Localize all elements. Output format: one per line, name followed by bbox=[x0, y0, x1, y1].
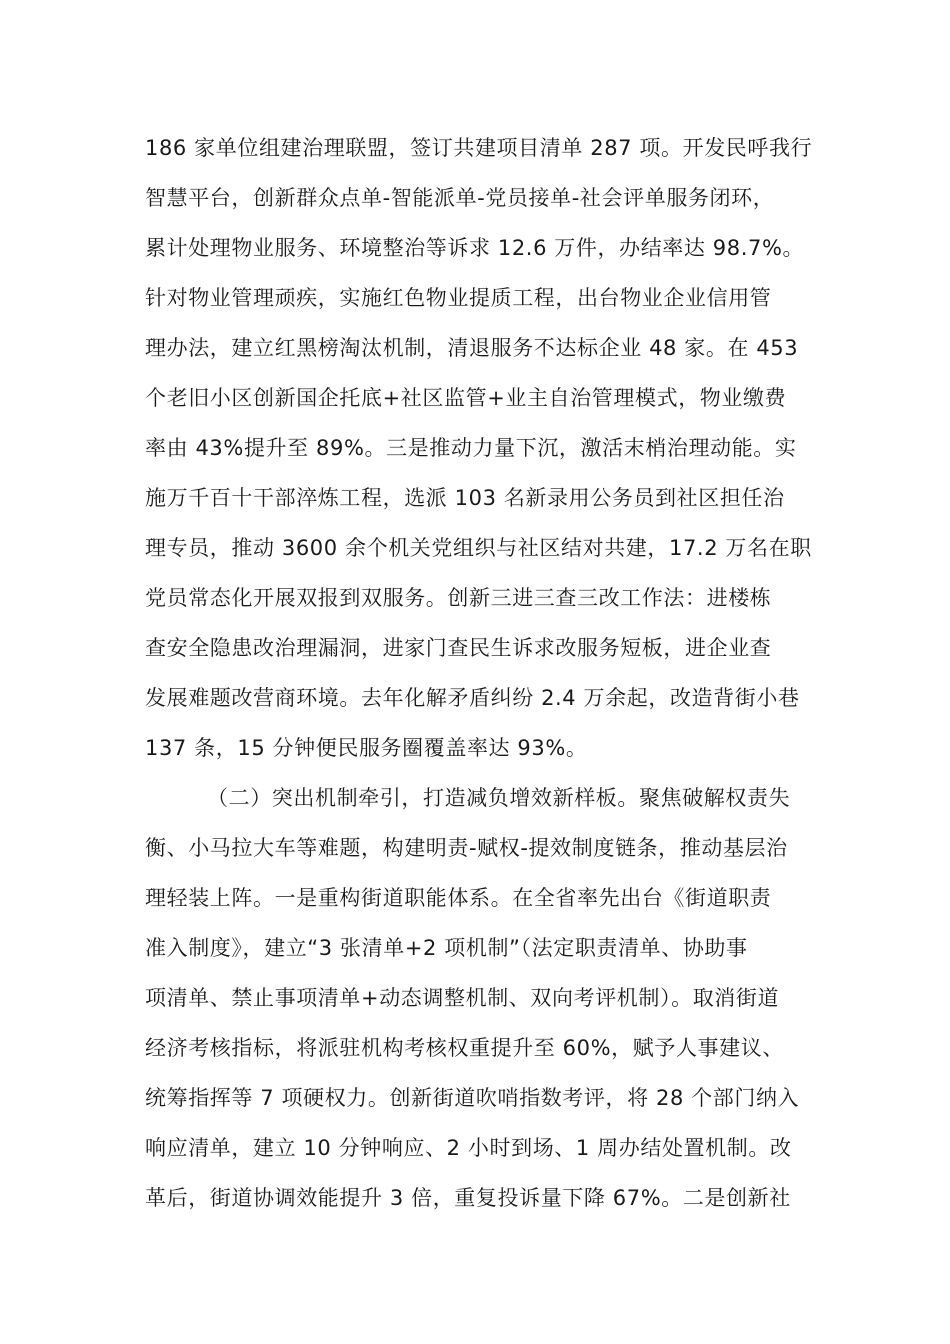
section-heading-line: （二）突出机制牵引，打造减负增效新样板。聚焦破解权责失 bbox=[207, 786, 791, 810]
text-line: 率由 43%提升至 89%。三是推动力量下沉，激活末梢治理动能。实 bbox=[145, 436, 797, 460]
text-line: 响应清单，建立 10 分钟响应、2 小时到场、1 周办结处置机制。改 bbox=[145, 1136, 792, 1160]
text-line: 经济考核指标，将派驻机构考核权重提升至 60%，赋予人事建议、 bbox=[145, 1036, 784, 1060]
text-line: 累计处理物业服务、环境整治等诉求 12.6 万件，办结率达 98.7%。 bbox=[145, 236, 805, 260]
text-line: 革后，街道协调效能提升 3 倍，重复投诉量下降 67%。二是创新社 bbox=[145, 1186, 791, 1210]
text-line: 衡、小马拉大车等难题，构建明责-赋权-提效制度链条，推动基层治 bbox=[145, 836, 788, 860]
text-line: 智慧平台，创新群众点单-智能派单-党员接单-社会评单服务闭环， bbox=[145, 186, 775, 210]
text-line: 理轻装上阵。一是重构街道职能体系。在全省率先出台《街道职责 bbox=[145, 886, 772, 910]
text-line: 个老旧小区创新国企托底+社区监管+业主自治管理模式，物业缴费 bbox=[145, 386, 787, 410]
text-line: 项清单、禁止事项清单+动态调整机制、双向考评机制）。取消街道 bbox=[145, 986, 780, 1010]
text-line: 137 条，15 分钟便民服务圈覆盖率达 93%。 bbox=[145, 736, 588, 760]
text-line: 理办法，建立红黑榜淘汰机制，清退服务不达标企业 48 家。在 453 bbox=[145, 336, 799, 360]
text-line: 查安全隐患改治理漏洞，进家门查民生诉求改服务短板，进企业查 bbox=[145, 636, 772, 660]
text-line: 发展难题改营商环境。去年化解矛盾纠纷 2.4 万余起，改造背街小巷 bbox=[145, 686, 800, 710]
text-line: 理专员，推动 3600 余个机关党组织与社区结对共建，17.2 万名在职 bbox=[145, 536, 812, 560]
text-line: 党员常态化开展双报到双服务。创新三进三查三改工作法：进楼栋 bbox=[145, 586, 772, 610]
text-line: 准入制度》，建立“3 张清单+2 项机制”（法定职责清单、协助事 bbox=[145, 936, 748, 960]
text-line: 186 家单位组建治理联盟，签订共建项目清单 287 项。开发民呼我行 bbox=[145, 136, 813, 160]
text-line: 统筹指挥等 7 项硬权力。创新街道吹哨指数考评，将 28 个部门纳入 bbox=[145, 1086, 800, 1110]
text-line: 针对物业管理顽疾，实施红色物业提质工程，出台物业企业信用管 bbox=[145, 286, 772, 310]
text-line: 施万千百十干部淬炼工程，选派 103 名新录用公务员到社区担任治 bbox=[145, 486, 785, 510]
